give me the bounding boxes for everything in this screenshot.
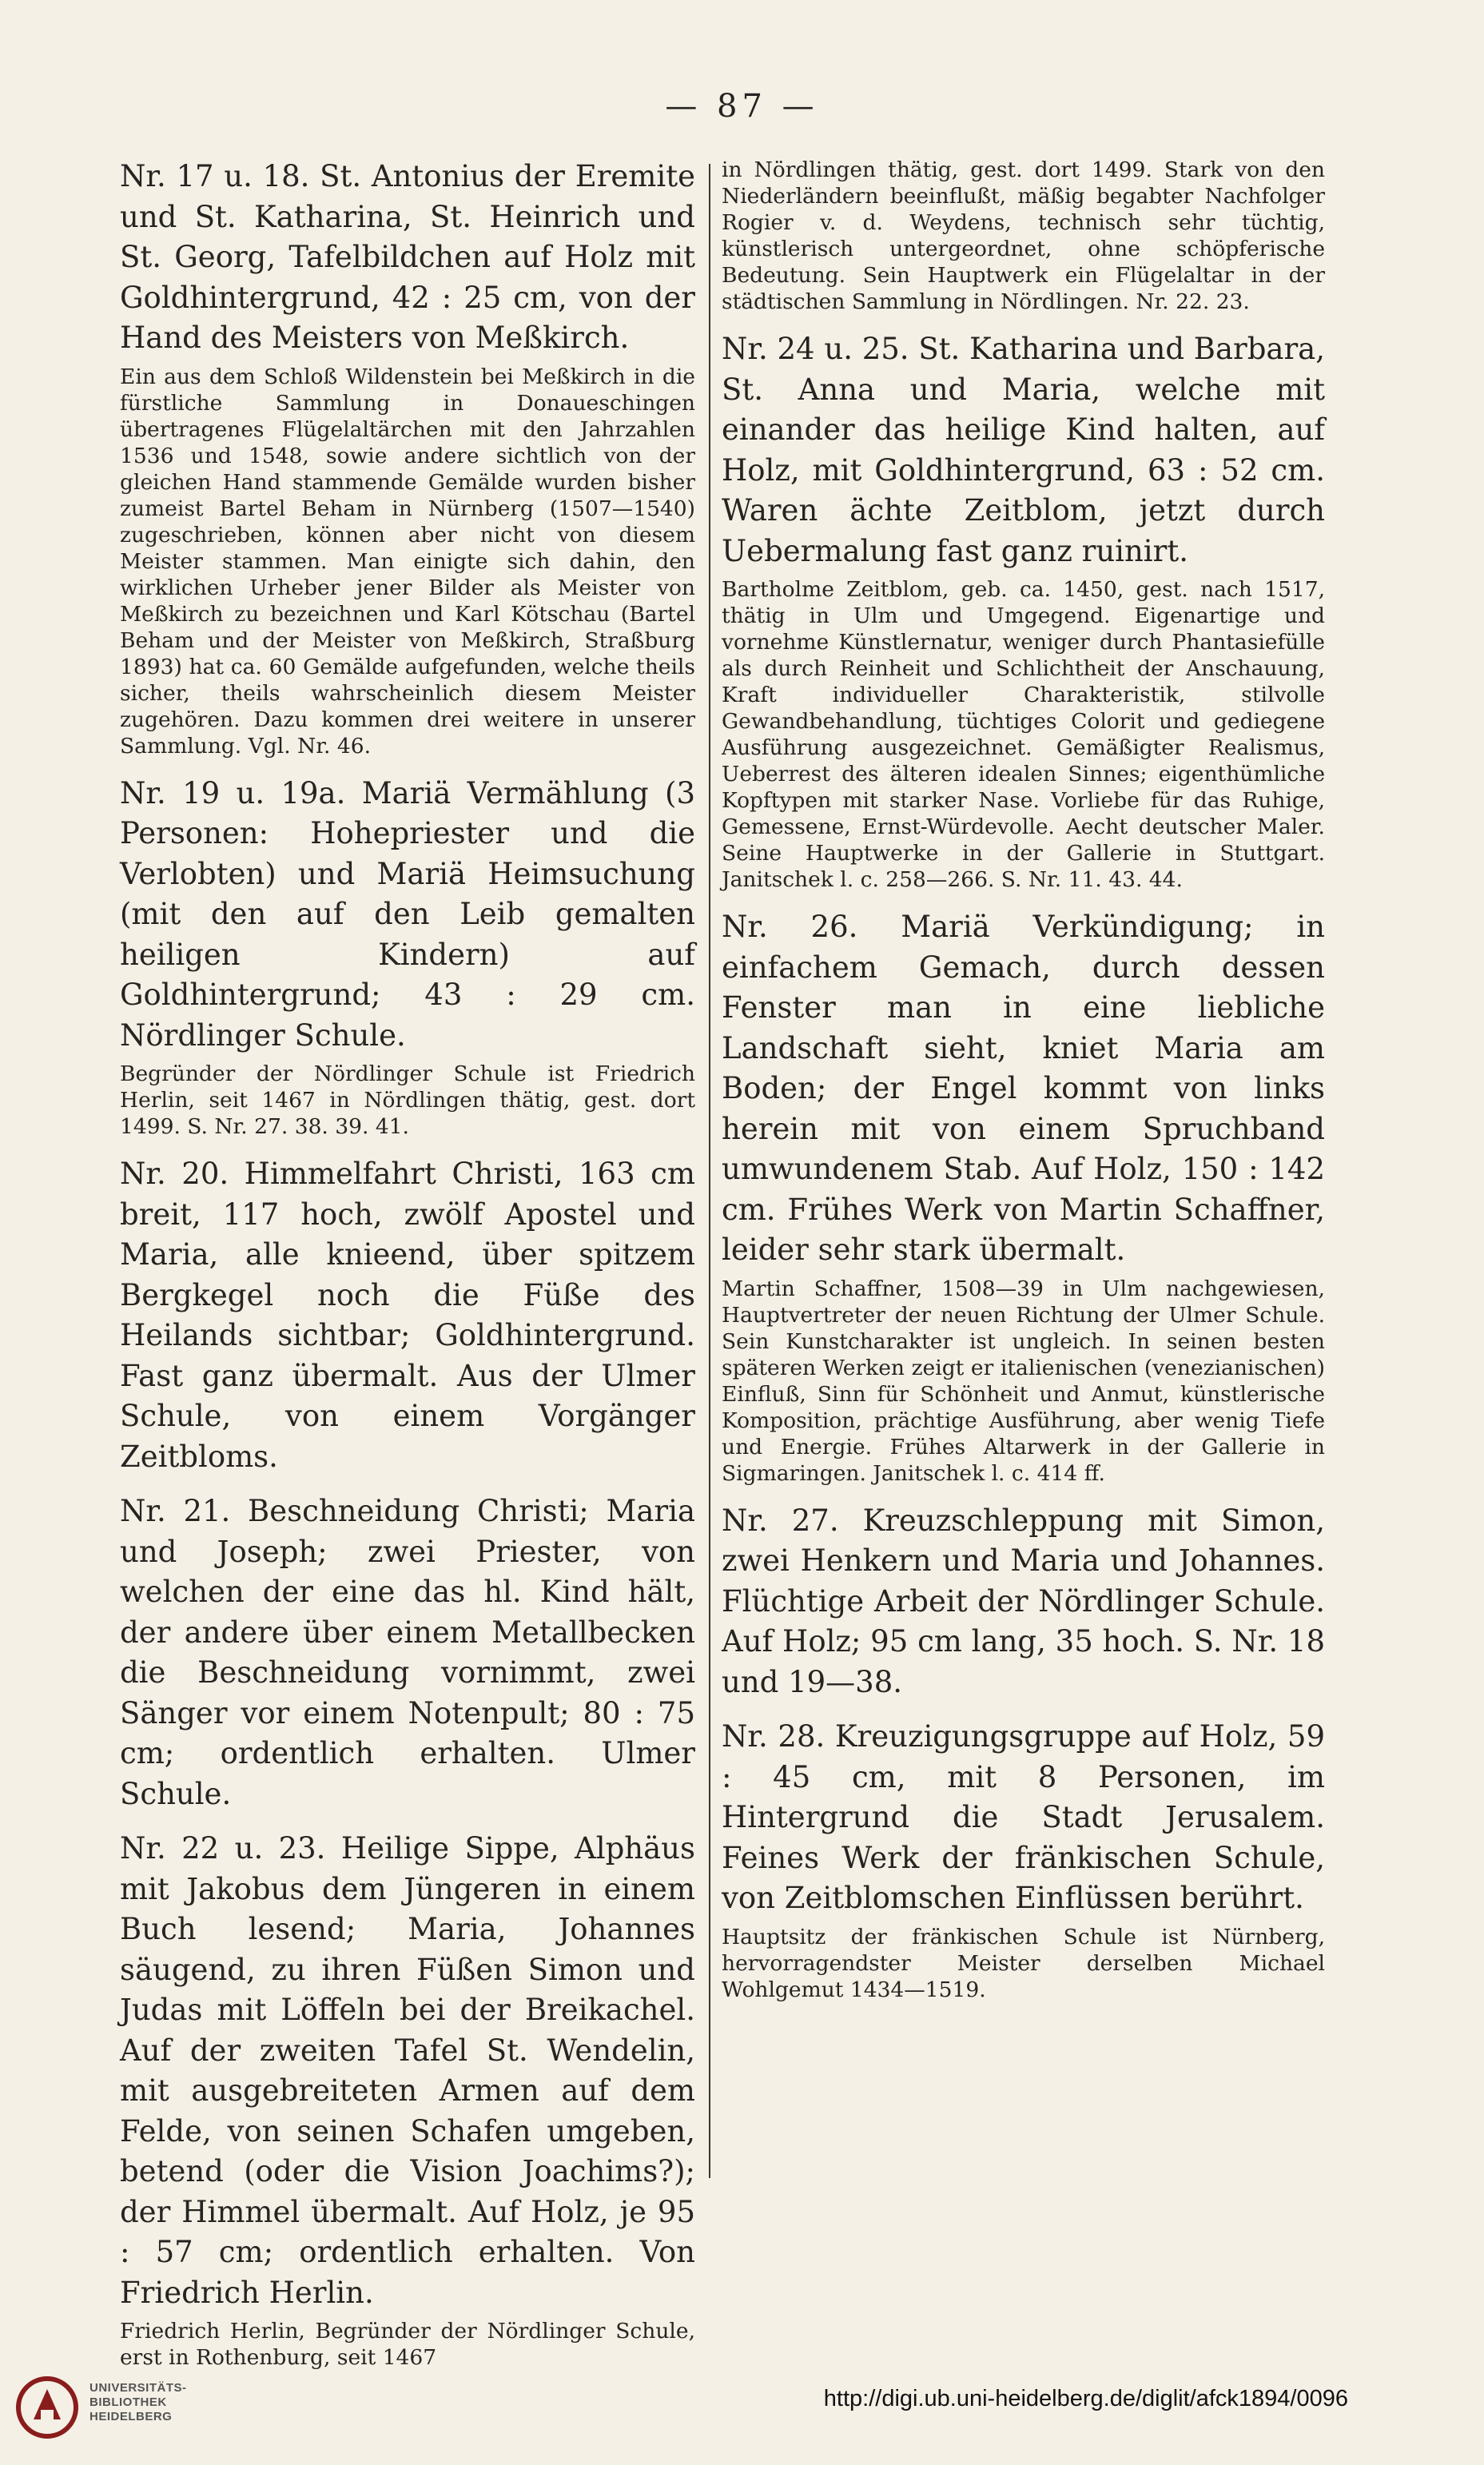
catalog-entry <box>120 157 695 759</box>
entry-note: Begründer der Nördlinger Schule ist Friedrich Herlin, seit 1467 in Nördlingen thätig, gest. dort 1499. S. Nr. 27. 38. 39. 41. <box>120 1061 695 1139</box>
entry-heading: Nr. 17 u. 18. St. Antonius der Eremite und St. Katharina, St. Heinrich und St. Georg, Tafelbildchen auf Holz mit Goldhintergrund, 42 : 25 cm, von der Hand des Meisters von Meßkirch. <box>120 159 695 355</box>
entry-note: Bartholme Zeitblom, geb. ca. 1450, gest. nach 1517, thätig in Ulm und Umgegend. Eigenartige und vornehme Künstlernatur, weniger durch Phantasiefülle als durch Reinheit und Schlichtheit der Anschauung, Kraft individueller Charakteristik, stilvolle Gewandbehandlung, tüchtiges Colorit und gediegene Ausführung ausgezeichnet. Gemäßigter Realismus, Ueberrest des älteren idealen Sinnes; eigenthümliche Kopftypen mit starker Nase. Vorliebe für das Ruhige, Gemessene, Ernst-Würdevolle. Aecht deutscher Maler. Seine Hauptwerke in der Gallerie in Stuttgart. Janitschek l. c. 258—266. S. Nr. 11. 43. 44. <box>722 577 1325 892</box>
catalog-entry <box>722 1717 1325 2003</box>
right-column <box>722 157 1325 2187</box>
entry-heading: Nr. 20. Himmelfahrt Christi, 163 cm breit, 117 hoch, zwölf Apostel und Maria, alle knieend, über spitzem Bergkegel noch die Füße des Heilands sichtbar; Goldhintergrund. Fast ganz übermalt. Aus der Ulmer Schule, von einem Vorgänger Zeitbloms. <box>120 1157 695 1474</box>
digitization-footer <box>0 2346 1484 2465</box>
catalog-entry <box>722 1501 1325 1703</box>
library-name-line: BIBLIOTHEK <box>90 2395 167 2409</box>
entry-note: Hauptsitz der fränkischen Schule ist Nürnberg, hervorragendster Meister derselben Michael Wohlgemut 1434—1519. <box>722 1924 1325 2002</box>
entry-heading: Nr. 22 u. 23. Heilige Sippe, Alphäus mit Jakobus dem Jüngeren in einem Buch lesend; Maria, Johannes säugend, zu ihren Füßen Simon und Judas mit Löffeln bei der Breikachel. Auf der zweiten Tafel St. Wendelin, mit ausgebreiteten Armen auf dem Felde, von seinen Schafen umgeben, betend (oder die Vision Joachims?); der Himmel übermalt. Auf Holz, je 95 : 57 cm; ordentlich erhalten. Von Friedrich Herlin. <box>120 1831 695 2310</box>
entry-heading: Nr. 28. Kreuzigungsgruppe auf Holz, 59 : 45 cm, mit 8 Personen, im Hintergrund die Stadt Jerusalem. Feines Werk der fränkischen Schule, von Zeitblomschen Einflüssen berührt. <box>722 1719 1325 1915</box>
page-number: — 87 — <box>665 88 819 125</box>
left-column <box>120 157 695 2370</box>
catalog-entry <box>120 774 695 1141</box>
catalog-entry <box>120 1491 695 1814</box>
entry-heading: Nr. 19 u. 19a. Mariä Vermählung (3 Personen: Hohepriester und die Verlobten) und Mariä Heimsuchung (mit den auf den Leib gemalten heiligen Kindern) auf Goldhintergrund; 43 : 29 cm. Nördlinger Schule. <box>120 775 695 1053</box>
catalog-entry <box>722 157 1325 315</box>
university-seal-icon <box>14 2371 80 2443</box>
catalog-entry <box>722 329 1325 893</box>
entry-note: Friedrich Herlin, Begründer der Nördlinger Schule, erst in Rothenburg, seit 1467 <box>120 2319 695 2370</box>
entry-heading: Nr. 26. Mariä Verkündigung; in einfachem Gemach, durch dessen Fenster man in eine liebliche Landschaft sieht, kniet Maria am Boden; der Engel kommt von links herein mit von einem Spruchband umwundenem Stab. Auf Holz, 150 : 142 cm. Frühes Werk von Martin Schaffner, leider sehr stark übermalt. <box>722 910 1325 1267</box>
column-divider <box>709 164 710 2178</box>
entry-note: Ein aus dem Schloß Wildenstein bei Meßkirch in die fürstliche Sammlung in Donaueschingen übertragenes Flügelaltärchen mit den Jahrzahlen 1536 und 1548, sowie andere sichtlich von der gleichen Hand stammende Gemälde wurden bisher zumeist Bartel Beham in Nürnberg (1507—1540) zugeschrieben, können aber nicht von diesem Meister stammen. Man einigte sich dahin, den wirklichen Urheber jener Bilder als Meister von Meßkirch zu bezeichnen und Karl Kötschau (Bartel Beham und der Meister von Meßkirch, Straßburg 1893) hat ca. 60 Gemälde aufgefunden, welche theils sicher, theils wahrscheinlich diesem Meister zugehören. Dazu kommen drei weitere in unserer Sammlung. Vgl. Nr. 46. <box>120 364 695 759</box>
catalog-entry <box>120 1154 695 1477</box>
library-name-line: UNIVERSITÄTS- <box>90 2381 187 2395</box>
catalog-entry <box>120 1829 695 2371</box>
source-url-link[interactable]: http://digi.ub.uni-heidelberg.de/diglit/afck1894/0096 <box>823 2386 1348 2411</box>
entry-note: Martin Schaffner, 1508—39 in Ulm nachgewiesen, Hauptvertreter der neuen Richtung der Ulmer Schule. Sein Kunstcharakter ist ungleich. In seinen besten späteren Werken zeigt er italienischen (venezianischen) Einfluß, Sinn für Schönheit und Anmut, künstlerische Komposition, prächtige Ausführung, aber wenig Tiefe und Energie. Frühes Altarwerk in der Gallerie in Sigmaringen. Janitschek l. c. 414 ff. <box>722 1276 1325 1486</box>
entry-note: in Nördlingen thätig, gest. dort 1499. Stark von den Niederländern beeinflußt, mäßig begabter Nachfolger Rogier v. d. Weydens, technisch sehr tüchtig, künstlerisch untergeordnet, ohne schöpferische Bedeutung. Sein Hauptwerk ein Flügelaltar in der städtischen Sammlung in Nördlingen. Nr. 22. 23. <box>722 157 1325 314</box>
entry-heading: Nr. 24 u. 25. St. Katharina und Barbara, St. Anna und Maria, welche mit einander das heilige Kind halten, auf Holz, mit Goldhintergrund, 63 : 52 cm. Waren ächte Zeitblom, jetzt durch Uebermalung fast ganz ruinirt. <box>722 332 1325 568</box>
library-logo-text <box>90 2381 187 2424</box>
catalog-entry <box>722 907 1325 1487</box>
library-name-line: HEIDELBERG <box>90 2410 173 2423</box>
entry-heading: Nr. 21. Beschneidung Christi; Maria und Joseph; zwei Priester, von welchen der eine das hl. Kind hält, der andere über einem Metallbecken die Beschneidung vornimmt, zwei Sänger vor einem Notenpult; 80 : 75 cm; ordentlich erhalten. Ulmer Schule. <box>120 1494 695 1811</box>
entry-heading: Nr. 27. Kreuzschleppung mit Simon, zwei Henkern und Maria und Johannes. Flüchtige Arbeit der Nördlinger Schule. Auf Holz; 95 cm lang, 35 hoch. S. Nr. 18 und 19—38. <box>722 1503 1325 1699</box>
